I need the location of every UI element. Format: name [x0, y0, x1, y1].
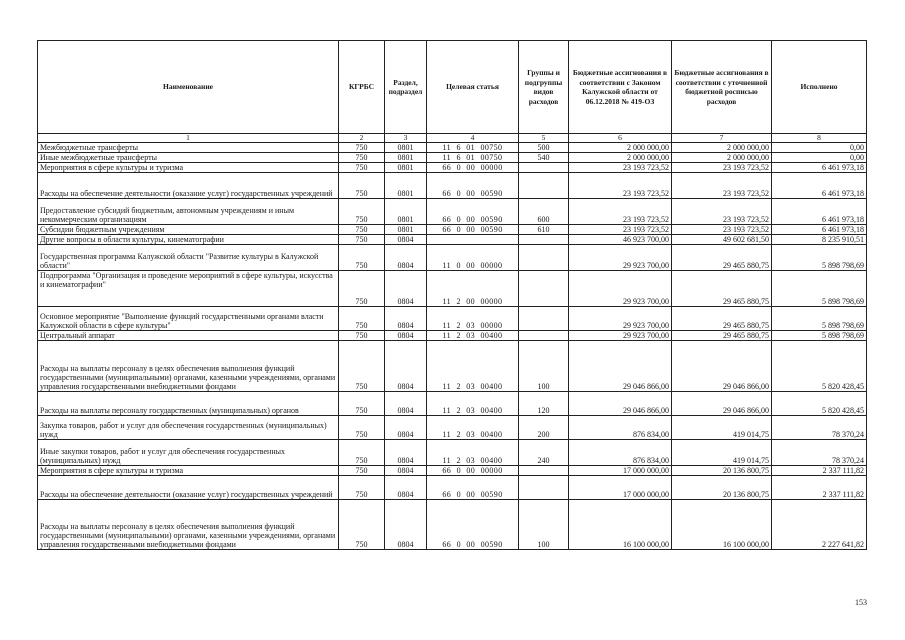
row-name: Расходы на выплаты персоналу государственных (муниципальных) органов — [38, 392, 339, 416]
row-name: Расходы на обеспечение деятельности (оказание услуг) государственных учреждений — [38, 476, 339, 500]
column-number: 2 — [339, 134, 385, 143]
row-section: 0804 — [385, 235, 427, 245]
table-row — [38, 466, 867, 476]
row-section: 0804 — [385, 392, 427, 416]
row-executed: 5 898 798,69 — [772, 245, 867, 271]
row-section: 0804 — [385, 440, 427, 466]
row-budget-refined: 23 193 723,52 — [672, 225, 772, 235]
table-row — [38, 476, 867, 500]
header-executed: Исполнено — [772, 41, 867, 134]
row-group — [519, 173, 569, 199]
table-row — [38, 153, 867, 163]
row-budget-law: 17 000 000,00 — [569, 476, 672, 500]
table-row — [38, 199, 867, 225]
table-row — [38, 235, 867, 245]
table-row — [38, 307, 867, 331]
row-name: Подпрограмма "Организация и проведение мероприятий в сфере культуры, искусства и кинематографии" — [38, 271, 339, 307]
row-budget-law: 876 834,00 — [569, 416, 672, 440]
row-budget-law: 16 100 000,00 — [569, 500, 672, 550]
row-target: 66 0 00 00590 — [427, 476, 519, 500]
header-budget-refined: Бюджетные ассигнования в соответствии с уточненной бюджетной росписью расходов — [672, 41, 772, 134]
row-budget-law: 2 000 000,00 — [569, 143, 672, 153]
row-section: 0801 — [385, 153, 427, 163]
row-kgrbs: 750 — [339, 173, 385, 199]
table-row — [38, 271, 867, 307]
row-budget-law: 23 193 723,52 — [569, 199, 672, 225]
row-target: 66 0 00 00590 — [427, 173, 519, 199]
row-executed: 5 898 798,69 — [772, 331, 867, 341]
row-group — [519, 163, 569, 173]
row-budget-refined: 20 136 800,75 — [672, 466, 772, 476]
row-group: 200 — [519, 416, 569, 440]
column-number: 6 — [569, 134, 672, 143]
row-budget-refined: 419 014,75 — [672, 440, 772, 466]
row-target — [427, 235, 519, 245]
row-group — [519, 235, 569, 245]
row-group — [519, 476, 569, 500]
row-group: 120 — [519, 392, 569, 416]
row-executed: 5 898 798,69 — [772, 307, 867, 331]
row-executed: 2 337 111,82 — [772, 466, 867, 476]
row-kgrbs: 750 — [339, 392, 385, 416]
row-target: 66 0 00 00590 — [427, 500, 519, 550]
row-kgrbs: 750 — [339, 500, 385, 550]
row-name: Расходы на выплаты персоналу в целях обеспечения выполнения функций государственными (муниципальными) органами, казенными учреждениями, органами управления государственными внебюджетными фондами — [38, 341, 339, 392]
column-number: 8 — [772, 134, 867, 143]
row-name: Иные межбюджетные трансферты — [38, 153, 339, 163]
row-kgrbs: 750 — [339, 225, 385, 235]
table-row — [38, 416, 867, 440]
table-row — [38, 143, 867, 153]
table-row — [38, 500, 867, 550]
row-budget-law: 2 000 000,00 — [569, 153, 672, 163]
row-budget-refined: 2 000 000,00 — [672, 143, 772, 153]
row-name: Другие вопросы в области культуры, кинематографии — [38, 235, 339, 245]
row-group — [519, 307, 569, 331]
row-section: 0804 — [385, 331, 427, 341]
row-budget-law: 46 923 700,00 — [569, 235, 672, 245]
row-kgrbs: 750 — [339, 235, 385, 245]
budget-execution-table — [37, 40, 867, 550]
row-name: Государственная программа Калужской области "Развитие культуры в Калужской области" — [38, 245, 339, 271]
row-executed: 0,00 — [772, 153, 867, 163]
row-executed: 78 370,24 — [772, 440, 867, 466]
row-section: 0804 — [385, 245, 427, 271]
row-target: 11 2 03 00400 — [427, 341, 519, 392]
row-kgrbs: 750 — [339, 476, 385, 500]
column-number: 3 — [385, 134, 427, 143]
row-budget-refined: 23 193 723,52 — [672, 173, 772, 199]
row-kgrbs: 750 — [339, 163, 385, 173]
row-target: 66 0 00 00000 — [427, 163, 519, 173]
row-kgrbs: 750 — [339, 466, 385, 476]
column-number: 4 — [427, 134, 519, 143]
row-budget-law: 23 193 723,52 — [569, 225, 672, 235]
row-budget-law: 17 000 000,00 — [569, 466, 672, 476]
row-kgrbs: 750 — [339, 143, 385, 153]
row-budget-refined: 49 602 681,50 — [672, 235, 772, 245]
row-name: Мероприятия в сфере культуры и туризма — [38, 466, 339, 476]
header-kgrbs: КГРБС — [339, 41, 385, 134]
row-name: Закупка товаров, работ и услуг для обеспечения государственных (муниципальных) нужд — [38, 416, 339, 440]
row-group: 500 — [519, 143, 569, 153]
row-budget-refined: 16 100 000,00 — [672, 500, 772, 550]
table-row — [38, 331, 867, 341]
column-number: 7 — [672, 134, 772, 143]
row-target: 66 0 00 00590 — [427, 199, 519, 225]
row-section: 0801 — [385, 143, 427, 153]
row-budget-refined: 23 193 723,52 — [672, 199, 772, 225]
row-executed: 2 337 111,82 — [772, 476, 867, 500]
row-executed: 0,00 — [772, 143, 867, 153]
row-executed: 6 461 973,18 — [772, 163, 867, 173]
table-row — [38, 163, 867, 173]
header-name: Наименование — [38, 41, 339, 134]
column-number-row — [38, 134, 867, 143]
table-header-row — [38, 41, 867, 134]
row-budget-refined: 29 465 880,75 — [672, 245, 772, 271]
table-row — [38, 173, 867, 199]
row-target: 11 2 03 00400 — [427, 331, 519, 341]
row-budget-law: 23 193 723,52 — [569, 163, 672, 173]
row-section: 0804 — [385, 466, 427, 476]
row-budget-law: 29 046 866,00 — [569, 392, 672, 416]
row-budget-refined: 29 046 866,00 — [672, 392, 772, 416]
row-target: 11 2 03 00000 — [427, 307, 519, 331]
row-section: 0804 — [385, 341, 427, 392]
row-kgrbs: 750 — [339, 307, 385, 331]
row-target: 11 2 03 00400 — [427, 440, 519, 466]
row-kgrbs: 750 — [339, 331, 385, 341]
row-budget-law: 23 193 723,52 — [569, 173, 672, 199]
row-group: 100 — [519, 500, 569, 550]
row-budget-refined: 419 014,75 — [672, 416, 772, 440]
row-section: 0801 — [385, 163, 427, 173]
row-group — [519, 245, 569, 271]
row-target: 11 2 03 00400 — [427, 416, 519, 440]
row-section: 0804 — [385, 500, 427, 550]
row-budget-refined: 29 465 880,75 — [672, 307, 772, 331]
row-budget-refined: 29 465 880,75 — [672, 271, 772, 307]
table-row — [38, 225, 867, 235]
row-target: 11 6 01 00750 — [427, 143, 519, 153]
row-executed: 6 461 973,18 — [772, 173, 867, 199]
row-executed: 8 235 910,51 — [772, 235, 867, 245]
row-executed: 6 461 973,18 — [772, 199, 867, 225]
page-number: 153 — [855, 598, 867, 607]
table-row — [38, 341, 867, 392]
row-group: 240 — [519, 440, 569, 466]
row-budget-law: 876 834,00 — [569, 440, 672, 466]
row-target: 11 2 00 00000 — [427, 271, 519, 307]
row-target: 11 2 03 00400 — [427, 392, 519, 416]
row-executed: 5 898 798,69 — [772, 271, 867, 307]
row-kgrbs: 750 — [339, 416, 385, 440]
row-group: 100 — [519, 341, 569, 392]
table-row — [38, 245, 867, 271]
row-group — [519, 331, 569, 341]
row-executed: 5 820 428,45 — [772, 341, 867, 392]
header-section: Раздел, подраздел — [385, 41, 427, 134]
row-budget-refined: 29 465 880,75 — [672, 331, 772, 341]
row-budget-refined: 2 000 000,00 — [672, 153, 772, 163]
row-name: Расходы на выплаты персоналу в целях обеспечения выполнения функций государственными (муниципальными) органами, казенными учреждениями, органами управления государственными внебюджетными фондами — [38, 500, 339, 550]
row-name: Предоставление субсидий бюджетным, автономным учреждениям и иным некоммерческим организациям — [38, 199, 339, 225]
row-target: 11 0 00 00000 — [427, 245, 519, 271]
row-budget-law: 29 046 866,00 — [569, 341, 672, 392]
row-kgrbs: 750 — [339, 271, 385, 307]
row-section: 0804 — [385, 307, 427, 331]
row-section: 0804 — [385, 271, 427, 307]
row-target: 11 6 01 00750 — [427, 153, 519, 163]
row-kgrbs: 750 — [339, 199, 385, 225]
row-executed: 2 227 641,82 — [772, 500, 867, 550]
table-row — [38, 440, 867, 466]
row-budget-law: 29 923 700,00 — [569, 245, 672, 271]
row-name: Иные закупки товаров, работ и услуг для обеспечения государственных (муниципальных) нужд — [38, 440, 339, 466]
header-target: Целевая статья — [427, 41, 519, 134]
row-kgrbs: 750 — [339, 341, 385, 392]
row-group — [519, 271, 569, 307]
row-budget-law: 29 923 700,00 — [569, 307, 672, 331]
row-budget-refined: 29 046 866,00 — [672, 341, 772, 392]
row-group — [519, 466, 569, 476]
row-section: 0804 — [385, 476, 427, 500]
row-name: Межбюджетные трансферты — [38, 143, 339, 153]
row-group: 610 — [519, 225, 569, 235]
row-budget-refined: 20 136 800,75 — [672, 476, 772, 500]
column-number: 1 — [38, 134, 339, 143]
row-kgrbs: 750 — [339, 440, 385, 466]
row-budget-law: 29 923 700,00 — [569, 331, 672, 341]
row-executed: 78 370,24 — [772, 416, 867, 440]
row-kgrbs: 750 — [339, 245, 385, 271]
row-budget-law: 29 923 700,00 — [569, 271, 672, 307]
row-group: 540 — [519, 153, 569, 163]
column-number: 5 — [519, 134, 569, 143]
header-group: Группы и подгруппы видов расходов — [519, 41, 569, 134]
row-executed: 6 461 973,18 — [772, 225, 867, 235]
header-budget-law: Бюджетные ассигнования в соответствии с Законом Калужской области от 06.12.2018 № 419-ОЗ — [569, 41, 672, 134]
row-budget-refined: 23 193 723,52 — [672, 163, 772, 173]
row-group: 600 — [519, 199, 569, 225]
row-name: Субсидии бюджетным учреждениям — [38, 225, 339, 235]
row-name: Центральный аппарат — [38, 331, 339, 341]
row-section: 0801 — [385, 225, 427, 235]
row-section: 0801 — [385, 173, 427, 199]
row-section: 0801 — [385, 199, 427, 225]
row-executed: 5 820 428,45 — [772, 392, 867, 416]
table-row — [38, 392, 867, 416]
row-target: 66 0 00 00000 — [427, 466, 519, 476]
row-kgrbs: 750 — [339, 153, 385, 163]
row-name: Основное мероприятие "Выполнение функций государственными органами власти Калужской области в сфере культуры" — [38, 307, 339, 331]
row-name: Мероприятия в сфере культуры и туризма — [38, 163, 339, 173]
row-target: 66 0 00 00590 — [427, 225, 519, 235]
row-section: 0804 — [385, 416, 427, 440]
row-name: Расходы на обеспечение деятельности (оказание услуг) государственных учреждений — [38, 173, 339, 199]
